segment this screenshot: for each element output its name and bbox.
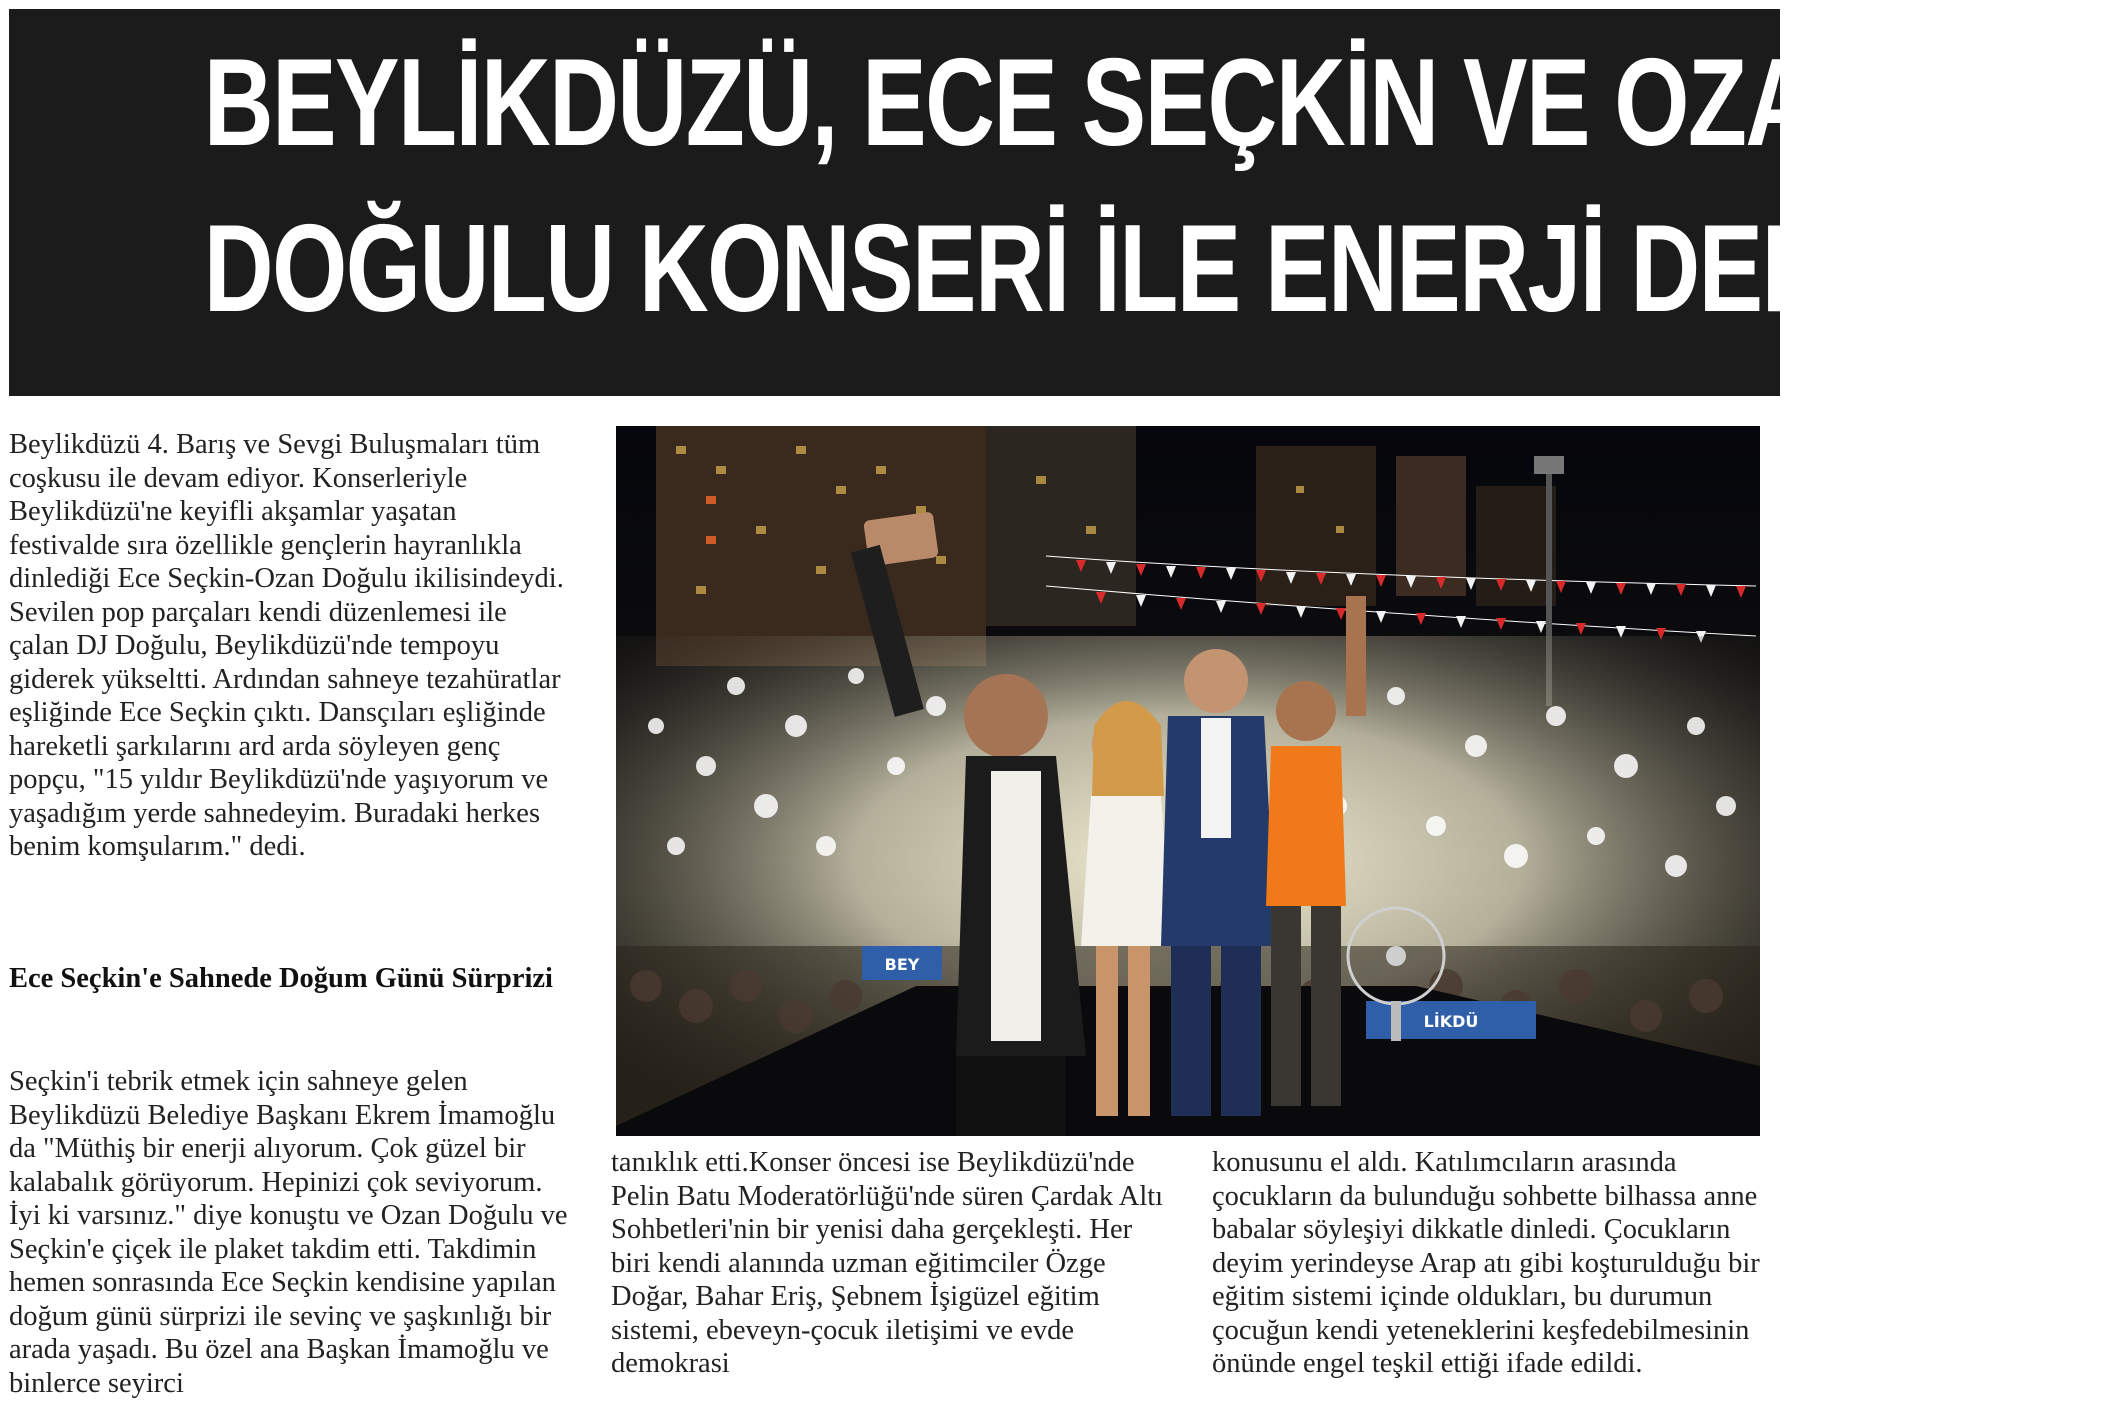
article-paragraph-2: Seçkin'i tebrik etmek için sahneye gelen Beylikdüzü Belediye Başkanı Ekrem İmamoğlu da "Müthiş bir enerji alıyorum. Çok güzel bir kalabalık görüyorum. Hepinizi çok seviyorum. İyi ki varsınız." diye konuştu ve Ozan Doğulu ve Seçkin'e çiçek ile plaket takdim etti. Takdimin hemen sonrasında Ece Seçkin kendisine yapılan doğum günü sürprizi ile sevinç ve şaşkınlığı bir arada yaşadı. Bu özel ana Başkan İmamoğlu ve binlerce seyirci bbox=[9, 1066, 568, 1399]
article-paragraph-3: tanıklık etti.Konser öncesi ise Beylikdüzü'nde Pelin Batu Moderatörlüğü'nde süren Çardak Altı Sohbetleri'nin bir yenisi daha gerçekleşti. Her biri kendi alanında uzman eğitimciler Özge Doğar, Bahar Eriş, Şebnem İşigüzel eğitim sistemi, ebeveyn-çocuk iletişimi ve evde demokrasi bbox=[611, 1147, 1164, 1379]
article-paragraph-4: konusunu el aldı. Katılımcıların arasında çocukların da bulunduğu sohbette bilhassa anne babalar söyleşiyi dikkatle dinledi. Çocukların deyim yerindeyse Arap atı gibi koşturulduğu bir eğitim sistemi içinde oldukları, bu durumun çocuğun kendi yeteneklerini keşfedebilmesinin önünde engel teşkil ettiği ifade edildi. bbox=[1212, 1147, 1760, 1379]
headline-line-1: BEYLİKDÜZÜ, ECE SEÇKİN VE OZAN bbox=[203, 34, 1883, 172]
headline-banner bbox=[9, 9, 2118, 396]
headline-line-2: DOĞULU KONSERİ İLE ENERJİ DEPOLADI bbox=[203, 200, 2118, 338]
concert-photo bbox=[616, 426, 1760, 1136]
article-paragraph-1: Beylikdüzü 4. Barış ve Sevgi Buluşmaları tüm coşkusu ile devam ediyor. Konserleriyle Beylikdüzü'ne keyifli akşamlar yaşatan festivalde sıra özellikle gençlerin hayranlıkla dinlediği Ece Seçkin-Ozan Doğulu ikilisindeydi. Sevilen pop parçaları kendi düzenlemesi ile çalan DJ Doğulu, Beylikdüzü'nde tempoyu giderek yükseltti. Ardından sahneye tezahüratlar eşliğinde Ece Seçkin çıktı. Dansçıları eşliğinde hareketli şarkılarını ard arda söyleyen genç popçu, "15 yıldır Beylikdüzü'nde yaşıyorum ve yaşadığım yerde sahnedeyim. Buradaki herkes benim komşularım." dedi. bbox=[9, 429, 564, 862]
stage-sign-1-text: BEY bbox=[884, 955, 920, 974]
article-subheading: Ece Seçkin'e Sahnede Doğum Günü Sürprizi bbox=[9, 963, 553, 994]
stage-sign-2-text: LİKDÜ bbox=[1423, 1012, 1479, 1031]
